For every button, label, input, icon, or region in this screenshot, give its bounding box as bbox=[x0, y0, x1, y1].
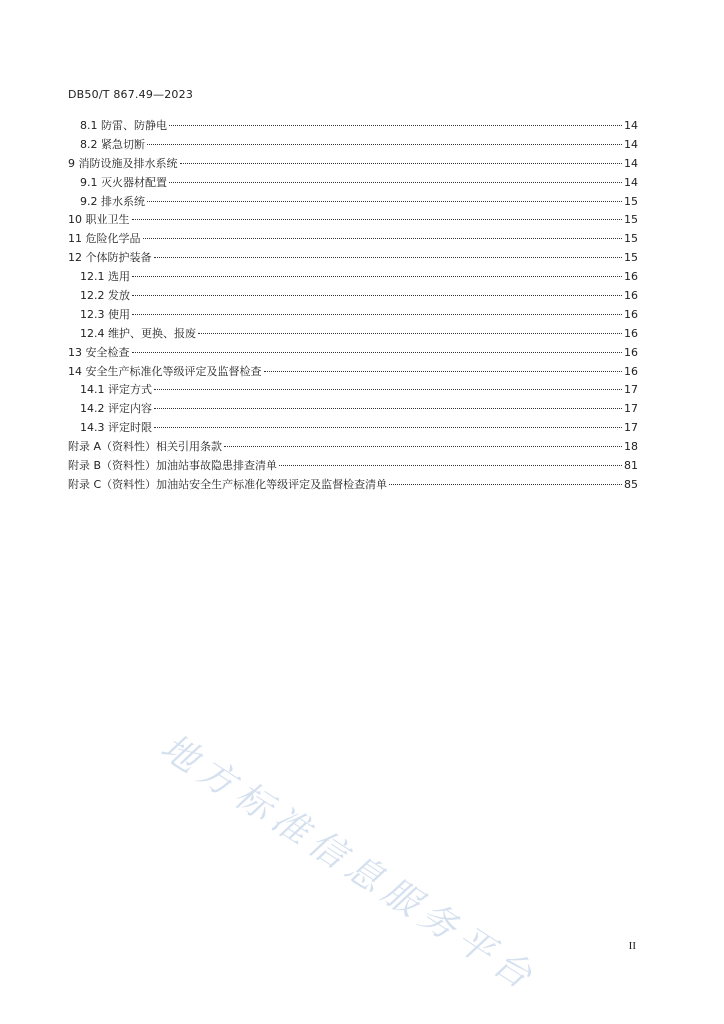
toc-entry[interactable] bbox=[68, 155, 638, 174]
toc-dot-leader bbox=[132, 219, 623, 220]
toc-entry-title: 8.1 防雷、防静电 bbox=[80, 119, 167, 132]
toc-entry-page: 15 bbox=[624, 194, 638, 208]
toc-entry-title: 附录 A（资料性）相关引用条款 bbox=[68, 440, 223, 454]
toc-dot-leader bbox=[154, 427, 622, 428]
toc-entry[interactable] bbox=[68, 419, 638, 438]
watermark-text: 地方标准信息服务平台 bbox=[153, 726, 545, 1001]
toc-entry-page: 18 bbox=[624, 440, 638, 454]
toc-entry-page: 15 bbox=[624, 251, 638, 265]
toc-entry-title: 12 个体防护装备 bbox=[68, 251, 152, 265]
toc-dot-leader bbox=[147, 201, 622, 202]
toc-entry-page: 14 bbox=[624, 175, 638, 189]
toc-entry-page: 16 bbox=[624, 345, 638, 359]
toc-entry[interactable] bbox=[68, 193, 638, 212]
toc-dot-leader bbox=[169, 125, 622, 126]
toc-entry[interactable] bbox=[68, 457, 638, 476]
toc-entry-page: 85 bbox=[624, 477, 638, 491]
toc-dot-leader bbox=[154, 389, 622, 390]
toc-dot-leader bbox=[224, 446, 622, 447]
toc-entry[interactable] bbox=[68, 136, 638, 155]
toc-dot-leader bbox=[143, 238, 623, 239]
toc-entry-page: 16 bbox=[624, 307, 638, 321]
toc-entry-page: 14 bbox=[624, 156, 638, 170]
toc-entry-title: 9.2 排水系统 bbox=[80, 194, 145, 208]
toc-dot-leader bbox=[154, 257, 623, 258]
toc-entry-title: 12.4 维护、更换、报废 bbox=[80, 326, 196, 340]
toc-entry[interactable] bbox=[68, 268, 638, 287]
toc-entry-title: 附录 B（资料性）加油站事故隐患排查清单 bbox=[68, 459, 278, 473]
toc-entry-page: 15 bbox=[624, 213, 638, 227]
toc-dot-leader bbox=[132, 352, 623, 353]
toc-entry-page: 17 bbox=[624, 421, 638, 435]
toc-dot-leader bbox=[132, 295, 622, 296]
toc-dot-leader bbox=[169, 182, 622, 183]
toc-entry-title: 12.1 选用 bbox=[80, 270, 130, 284]
toc-entry-page: 14 bbox=[624, 137, 638, 151]
toc-entry-page: 17 bbox=[624, 383, 638, 397]
toc-entry[interactable] bbox=[68, 230, 638, 249]
toc-entry[interactable] bbox=[68, 476, 638, 495]
toc-dot-leader bbox=[132, 276, 622, 277]
toc-entry-page: 15 bbox=[624, 232, 638, 246]
toc-entry[interactable] bbox=[68, 438, 638, 457]
toc-entry[interactable] bbox=[68, 325, 638, 344]
toc-entry-title: 附录 C（资料性）加油站安全生产标准化等级评定及监督检查清单 bbox=[68, 477, 388, 491]
toc-entry-title: 14 安全生产标准化等级评定及监督检查 bbox=[68, 364, 262, 378]
toc-dot-leader bbox=[264, 371, 623, 372]
toc-dot-leader bbox=[198, 333, 622, 334]
toc-entry-page: 16 bbox=[624, 364, 638, 378]
document-code-header: DB50/T 867.49—2023 bbox=[68, 88, 194, 101]
toc-entry-page: 14 bbox=[624, 119, 638, 132]
toc-dot-leader bbox=[154, 408, 622, 409]
toc-entry-page: 16 bbox=[624, 326, 638, 340]
toc-entry-title: 8.2 紧急切断 bbox=[80, 137, 145, 151]
toc-dot-leader bbox=[132, 314, 622, 315]
toc-dot-leader bbox=[147, 144, 622, 145]
toc-dot-leader bbox=[180, 163, 623, 164]
toc-dot-leader bbox=[279, 465, 622, 466]
toc-entry[interactable] bbox=[68, 400, 638, 419]
toc-entry-title: 9 消防设施及排水系统 bbox=[68, 156, 178, 170]
table-of-contents bbox=[68, 117, 638, 495]
toc-entry-page: 81 bbox=[624, 459, 638, 473]
page-number: II bbox=[628, 940, 636, 952]
toc-entry-title: 14.3 评定时限 bbox=[80, 421, 152, 435]
toc-entry[interactable] bbox=[68, 381, 638, 400]
toc-entry-title: 10 职业卫生 bbox=[68, 213, 130, 227]
toc-entry[interactable] bbox=[68, 344, 638, 363]
toc-entry[interactable] bbox=[68, 306, 638, 325]
toc-entry[interactable] bbox=[68, 287, 638, 306]
toc-entry-title: 12.2 发放 bbox=[80, 289, 130, 303]
toc-entry-title: 12.3 使用 bbox=[80, 307, 130, 321]
toc-entry-title: 14.2 评定内容 bbox=[80, 402, 152, 416]
toc-entry[interactable] bbox=[68, 174, 638, 193]
toc-entry[interactable] bbox=[68, 117, 638, 136]
toc-entry-page: 16 bbox=[624, 289, 638, 303]
toc-entry-title: 11 危险化学品 bbox=[68, 232, 141, 246]
toc-entry-title: 9.1 灭火器材配置 bbox=[80, 175, 167, 189]
toc-entry-title: 13 安全检查 bbox=[68, 345, 130, 359]
toc-entry-title: 14.1 评定方式 bbox=[80, 383, 152, 397]
toc-entry[interactable] bbox=[68, 249, 638, 268]
toc-entry[interactable] bbox=[68, 363, 638, 382]
toc-dot-leader bbox=[389, 484, 622, 485]
toc-entry[interactable] bbox=[68, 211, 638, 230]
toc-entry-page: 16 bbox=[624, 270, 638, 284]
toc-entry-page: 17 bbox=[624, 402, 638, 416]
